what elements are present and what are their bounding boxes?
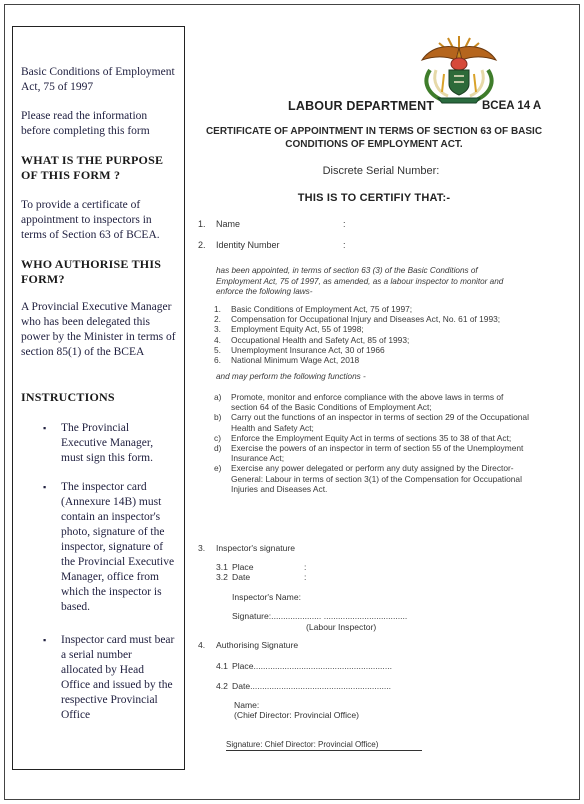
list-item: 2. Compensation for Occupational Injury and Diseases Act, No. 61 of 1993; xyxy=(214,314,501,325)
certificate-form xyxy=(186,26,576,786)
coat-of-arms-icon xyxy=(412,30,506,104)
bottom-signature-line: Signature: Chief Director: Provincial Office) xyxy=(226,740,422,751)
sidebar-purpose-heading: WHAT IS THE PURPOSE OF THIS FORM ? xyxy=(21,153,164,182)
authorising-date-row: 4.2 Date........................................................... xyxy=(216,681,392,691)
authorising-signature-heading: 4. Authorising Signature xyxy=(198,640,299,650)
list-item: 6. National Minimum Wage Act, 2018 xyxy=(214,355,360,366)
identity-number-colon: : xyxy=(343,240,346,250)
list-item: ▪ The Provincial Executive Manager, must sign this form. xyxy=(43,422,154,464)
form-code: BCEA 14 A xyxy=(482,100,542,112)
list-item: 3. Employment Equity Act, 55 of 1998; xyxy=(214,324,364,335)
inspector-signature-line: Signature:..................... ................................... xyxy=(232,611,408,621)
certificate-title: CERTIFICATE OF APPOINTMENT IN TERMS OF SECTION 63 OF BASIC CONDITIONS OF EMPLOYMENT ACT. xyxy=(205,126,543,150)
certify-heading: THIS IS TO CERTIFIY THAT:- xyxy=(297,192,451,204)
list-item: d) Exercise the powers of an inspector in term of section 55 of the Unemployment Insurance Act; xyxy=(214,443,524,464)
sidebar-read-info: Please read the information before completing this form xyxy=(21,110,150,137)
functions-list xyxy=(214,392,530,494)
list-item: 4. Occupational Health and Safety Act, 85 of 1993; xyxy=(214,334,410,345)
instructions-list xyxy=(43,421,176,723)
identity-number-number: 2. xyxy=(198,240,206,250)
list-item: e) Exercise any power delegated or perform any duty assigned by the Director-General: Labour in terms of section 3(1) of the Compensation for Occupational Injuries and Diseases Act. xyxy=(214,463,522,494)
name-field-label: Name xyxy=(216,219,241,229)
authorising-name-label: Name: xyxy=(234,700,260,710)
list-item: 5. Unemployment Insurance Act, 30 of 1966 xyxy=(214,344,385,355)
list-item: ▪ The inspector card (Annexure 14B) must contain an inspector's photo, signature of the inspector, signature of the Provincial Executive Manager, office from which the inspector is based. xyxy=(43,481,175,613)
list-item: 1. Basic Conditions of Employment Act, 75 of 1997; xyxy=(214,304,413,314)
sidebar-authorise-text: A Provincial Executive Manager who has been delegated this power by the Minister in terms of section 85(1) of the BCEA xyxy=(21,301,176,358)
name-field-colon: : xyxy=(343,219,346,229)
functions-intro: and may perform the following functions - xyxy=(216,372,366,381)
authorising-place-row: 4.1 Place.......................................................... xyxy=(216,661,392,671)
sidebar-act-title: Basic Conditions of Employment Act, 75 of 1997 xyxy=(21,66,175,93)
list-item: ▪ Inspector card must bear a serial number allocated by Head Office and issued by the respective Provincial Office xyxy=(43,634,175,721)
sidebar-instructions-heading: INSTRUCTIONS xyxy=(21,390,115,404)
inspector-signature-caption: (Labour Inspector) xyxy=(306,622,377,632)
list-item: b) Carry out the functions of an inspector in terms of section 29 of the Occupational Health and Safety Act; xyxy=(214,412,529,433)
department-title: LABOUR DEPARTMENT xyxy=(288,99,435,113)
identity-number-row xyxy=(198,240,346,250)
inspector-name-label: Inspector's Name: xyxy=(232,592,301,602)
inspector-signature-heading: 3. Inspector's signature xyxy=(198,543,296,553)
identity-number-label: Identity Number xyxy=(216,240,280,250)
list-item: a) Promote, monitor and enforce compliance with the above laws in terms of section 64 of the Basic Conditions of Employment Act; xyxy=(214,392,504,413)
square-bullet-icon: ▪ xyxy=(43,635,47,645)
laws-list xyxy=(214,304,544,365)
inspector-date-row: 3.2 Date : xyxy=(216,572,307,582)
sidebar-authorise-heading: WHO AUTHORISE THIS FORM? xyxy=(21,257,162,286)
authorising-name-caption: (Chief Director: Provincial Office) xyxy=(234,710,359,720)
square-bullet-icon: ▪ xyxy=(43,482,47,492)
name-field-row xyxy=(198,219,346,229)
appointment-statement: has been appointed, in terms of section 63 (3) of the Basic Conditions of Employment Act, 75 of 1997, as amended, as a labour inspector to monitor and enforce the following laws- xyxy=(216,266,504,296)
inspector-place-row: 3.1 Place : xyxy=(216,562,307,572)
sidebar-info-panel xyxy=(12,26,185,770)
square-bullet-icon: ▪ xyxy=(43,423,47,433)
serial-number-label: Discrete Serial Number: xyxy=(322,165,440,177)
sidebar-purpose-text: To provide a certificate of appointment to inspectors in terms of Section 63 of BCEA. xyxy=(21,199,160,241)
name-field-number: 1. xyxy=(198,219,206,229)
list-item: c) Enforce the Employment Equity Act in terms of sections 35 to 38 of that Act; xyxy=(214,432,512,443)
